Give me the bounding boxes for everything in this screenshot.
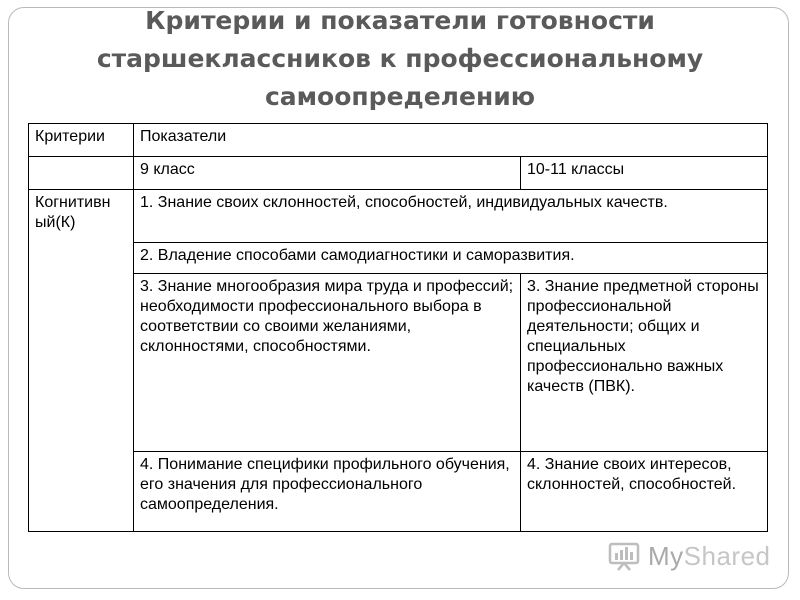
header-indicators: Показатели [134, 124, 768, 157]
criteria-table [28, 123, 768, 532]
empty-cell [29, 157, 134, 190]
table-cell: 3. Знание многообразия мира труда и профессий; необходимости профессионального выбора в соответствии со своими желаниями, склонностями, способностями. [134, 274, 521, 452]
table-row [29, 274, 768, 452]
table-subheader-row [29, 157, 768, 190]
table-cell: 3. Знание предметной стороны профессиональной деятельности; общих и специальных профессионально важных качеств (ПВК). [521, 274, 768, 452]
myshared-logo-icon [608, 541, 642, 571]
criterion-cognitive: Когнитивн ый(К) [29, 190, 134, 532]
slide-title [0, 2, 800, 116]
title-line-3: самоопределению [264, 82, 536, 111]
table-header-row [29, 124, 768, 157]
subheader-grade-10-11: 10-11 классы [521, 157, 768, 190]
table-cell: 4. Знание своих интересов, склонностей, способностей. [521, 452, 768, 532]
table-cell: 2. Владение способами самодиагностики и саморазвития. [134, 243, 768, 274]
header-criteria: Критерии [29, 124, 134, 157]
watermark-text: MyShared [648, 540, 771, 571]
table-cell: 4. Понимание специфики профильного обучения, его значения для профессионального самоопределения. [134, 452, 521, 532]
table-row [29, 243, 768, 274]
title-line-2: старшеклассников к профессиональному [96, 44, 704, 73]
title-line-1: Критерии и показатели готовности [145, 6, 655, 35]
table-cell: 1. Знание своих склонностей, способностей, индивидуальных качеств. [134, 190, 768, 243]
table-row [29, 452, 768, 532]
myshared-watermark [608, 538, 771, 574]
subheader-grade-9: 9 класс [134, 157, 521, 190]
table-row [29, 190, 768, 243]
